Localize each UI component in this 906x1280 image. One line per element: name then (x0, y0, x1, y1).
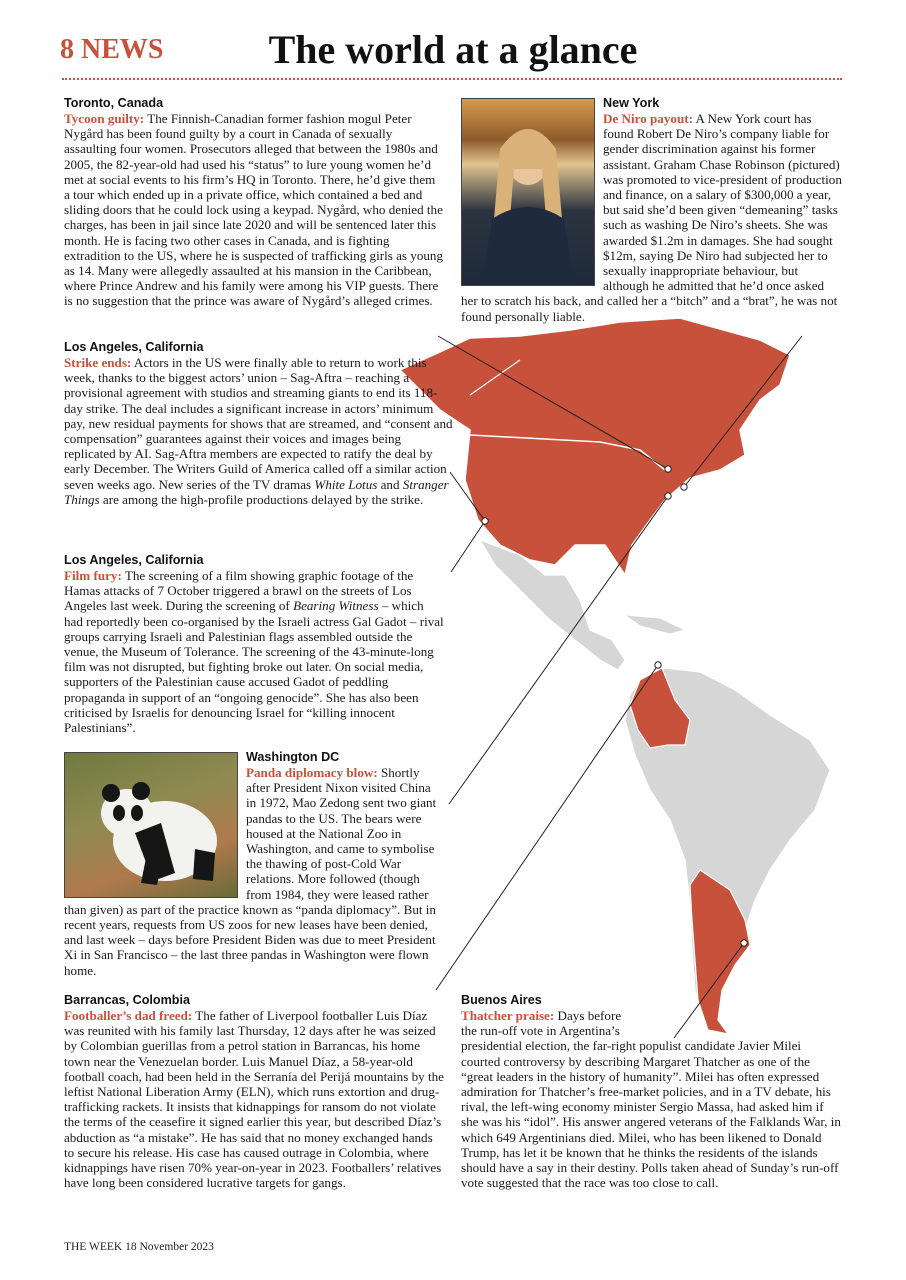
caribbean-shape (625, 615, 685, 634)
story-buenos-aires (461, 993, 843, 1190)
story-washington (64, 750, 444, 978)
footer-publication: THE WEEK (64, 1241, 123, 1253)
canada-usa-shape (400, 318, 790, 575)
story-body: and (377, 476, 403, 492)
header-divider (62, 78, 842, 80)
story-body: are among the high-profile productions delayed by the strike. (99, 491, 424, 507)
story-new-york (461, 96, 843, 324)
story-kicker: Footballer’s dad freed: (64, 1008, 193, 1023)
story-body: Actors in the US were finally able to return to work this week, thanks to the biggest actors’ union – Sag-Aftra – reaching a provisional agreement with studios and streaming giants to end its 118-day strike. The deal includes a significant increase in actors’ minimum pay, new residual payments for shows that are streamed, and “consent and compensation” guarantees against their voices and images being replicated by AI. Sag-Aftra members are expected to ratify the deal by early December. The Writers Guild of America called off a similar action seven weeks ago. New series of the TV dramas (64, 355, 453, 492)
story-body: – which had reportedly been co-organised by the Israeli actress Gal Gadot – rival groups carrying Israeli and Palestinian flags assembled outside the venue, the Museum of Tolerance. The screening of the 43-minute-long film was not disrupted, but fighting broke out later. On social media, supporters of the Palestinian cause accused Gadot of peddling propaganda in support of an “ongoing genocide”. She has also been criticised by Israelis for denouncing Israel for “killing innocent Palestinians”. (64, 598, 444, 736)
story-dateline: New York (603, 96, 660, 110)
story-body: The Finnish-Canadian former fashion mogul Peter Nygård has been found guilty by a court in Canada of sexually assaulting four women. Prosecutors alleged that between the 1980s and 2005, the 82-year-old had used his “status” to lure young women he’d met at social events to his firm’s HQ in Toronto. There, he’d give them a tour which ended up in a private office, which contained a bed and sliding doors that he could lock using a keypad. Nygård, who denied the charges, has been in jail since late 2020 and will be sentenced later this month. He is facing two other cases in Canada, and is fighting extradition to the US, where he is suspected of trafficking girls as young as 14. Many were allegedly assaulted at his mansion in the Caribbean, where Prince Andrew and his family were among his VIP guests. There is no suggestion that the prince was aware of Nygård’s alleged crimes. (64, 111, 444, 309)
show-title: Stranger Things (64, 476, 449, 507)
show-title: White Lotus (314, 476, 378, 492)
story-kicker: De Niro payout: (603, 111, 693, 126)
dot-washington (665, 493, 671, 499)
robinson-photo (461, 98, 595, 286)
panda-icon (65, 753, 237, 897)
film-title: Bearing Witness (293, 598, 379, 614)
story-kicker: Film fury: (64, 568, 122, 583)
panda-photo (64, 752, 238, 898)
leader-la-film (451, 521, 485, 572)
story-la-film (64, 553, 444, 735)
story-kicker: Tycoon guilty: (64, 111, 145, 126)
story-dateline: Los Angeles, California (64, 553, 204, 567)
story-body: The father of Liverpool footballer Luis Díaz was reunited with his family last Thursday, 12 days after he was seized by Colombian guerillas from a petrol station in Barrancas, his home town near the Venezuelan border. Luis Manuel Díaz, a 58-year-old football coach, had been held in the Serranía del Perijá mountains by the leftist National Liberation Army (ELN), which runs extortion and drug-trafficking rackets. It insists that kidnappings for ransom do not violate the terms of the ceasefire it signed earlier this year, but described Díaz’s abduction as “a mistake”. He has said that no money exchanged hands to secure his release. His case has caused outrage in Colombia, where kidnappings have risen 70% year-on-year in 2023. Footballers’ relatives have long been considered lucrative targets for gangs. (64, 1008, 444, 1191)
person-icon (462, 99, 594, 285)
story-kicker: Thatcher praise: (461, 1008, 555, 1023)
story-body: Shortly after President Nixon visited China in 1972, Mao Zedong sent two giant pandas to the US. The bears were housed at the National Zoo in Washington, and came to symbolise the thawing of post-Cold War relations. More followed (though from 1984, they were leased rather than given) as part of the practice known as “panda diplomacy”. But in recent years, requests from US zoos for new leases have been denied, and last week – days before President Biden was due to meet President Xi in San Francisco – the last three pandas in Washington were flown home. (64, 765, 437, 978)
story-toronto (64, 96, 444, 309)
dot-barrancas (655, 662, 661, 668)
page-title: The world at a glance (268, 27, 638, 72)
story-dateline: Los Angeles, California (64, 340, 204, 354)
dot-los-angeles (482, 518, 488, 524)
dot-toronto (665, 466, 671, 472)
story-barrancas (64, 993, 446, 1190)
story-body: The screening of a film showing graphic footage of the Hamas attacks of 7 October triggered a brawl on the streets of Los Angeles last week. During the screening of (64, 568, 414, 614)
story-dateline: Barrancas, Colombia (64, 993, 190, 1007)
story-kicker: Panda diplomacy blow: (246, 765, 378, 780)
dot-buenos-aires (741, 940, 747, 946)
leader-barrancas (436, 665, 658, 990)
page-footer (64, 1241, 214, 1253)
dot-new-york (681, 484, 687, 490)
map-wrap-spacer (633, 993, 843, 1038)
story-dateline: Buenos Aires (461, 993, 542, 1007)
story-la-strike (64, 340, 454, 507)
story-dateline: Toronto, Canada (64, 96, 164, 110)
story-dateline: Washington DC (246, 750, 340, 764)
story-body: Days before the run-off vote in Argentina’s presidential election, the far-right populist candidate Javier Milei courted controversy by describing Margaret Thatcher as one of the “great leaders in the history of humanity”. Milei has often expressed admiration for Thatcher’s free-market policies, and in a TV debate, his rival, the left-wing economy minister Sergio Massa, had asked him if she was his “idol”. His answer angered veterans of the Falklands War, in which 649 Argentinians died. Milei, who has been likened to Donald Trump, has let it be known that he thinks the residents of the islands should have a say in their destiny. Polls taken ahead of Sunday’s run-off vote suggested that the race was too close to call. (461, 1008, 841, 1191)
story-kicker: Strike ends: (64, 355, 132, 370)
section-number: 8 (60, 34, 74, 65)
section-name: NEWS (81, 34, 164, 65)
footer-date: 18 November 2023 (125, 1241, 214, 1253)
story-body: A New York court has found Robert De Niro’s company liable for gender discrimination against his former assistant. Graham Chase Robinson (pictured) was promoted to vice-president of production and finance, on a salary of $300,000 a year, but said she’d been given “demeaning” tasks such as washing De Niro’s sheets. She was awarded $1.2m in damages. She had sought $12m, saying De Niro had subjected her to sexually inappropriate behaviour, but although he admitted that he’d once asked her to scratch his back, and called her a “bitch” and a “brat”, he was not found personally liable. (461, 111, 842, 324)
